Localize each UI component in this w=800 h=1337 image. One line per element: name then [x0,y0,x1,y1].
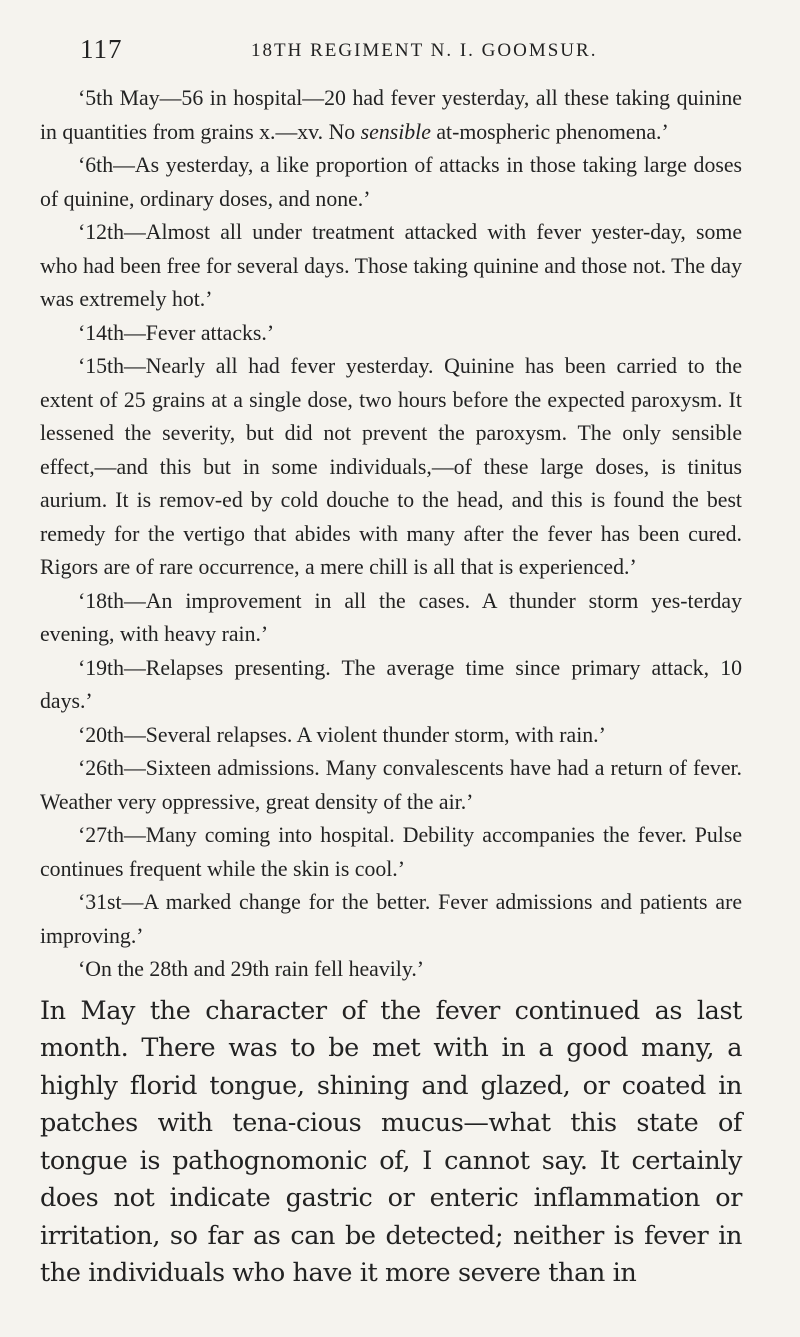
diary-entries [40,78,742,987]
entry-12th: ‘12th—Almost all under treatment attacked with fever yester-day, some who had been free for several days. Those taking quinine and those not. The day was extremely hot.’ [40,220,742,311]
entry-31st: ‘31st—A marked change for the better. Fever admissions and patients are improving.’ [40,890,742,948]
emphasized-word: sensible [360,119,431,144]
entry-26th: ‘26th—Sixteen admissions. Many convalescents have had a return of fever. Weather very oppressive, great density of the air.’ [40,756,742,814]
running-head: 18TH REGIMENT N. I. GOOMSUR. [251,40,598,61]
entry-14th: ‘14th—Fever attacks.’ [78,320,275,345]
entry-6th: ‘6th—As yesterday, a like proportion of attacks in those taking large doses of quinine, ordinary doses, and none.’ [40,153,742,211]
entry-28th-29th: ‘On the 28th and 29th rain fell heavily.’ [78,957,425,981]
page-number: 117 [80,34,123,64]
entry-19th: ‘19th—Relapses presenting. The average time since primary attack, 10 days.’ [40,655,742,713]
commentary-paragraph [40,993,742,1293]
commentary-text: In May the character of the fever continued as last month. There was to be met with in a good many, a highly florid tongue, shining and glazed, or coated in patches with tena-cious mucus—what this state of tongue is pathognomonic of, I cannot say. It certainly does not indicate gastric or enteric inflammation or irritation, so far as can be detected; neither is fever in the individuals who have it more severe than in [40,995,742,1288]
entry-may-5th: ‘5th May—56 in hospital—20 had fever yesterday, all these taking quinine in quantities from grains x.—xv. No sensible at-mospheric phenomena.’ [40,86,742,144]
entry-20th: ‘20th—Several relapses. A violent thunder storm, with rain.’ [78,722,606,747]
entry-18th: ‘18th—An improvement in all the cases. A thunder storm yes-terday evening, with heavy rain.’ [40,588,742,646]
page-header [40,0,742,78]
entry-15th: ‘15th—Nearly all had fever yesterday. Quinine has been carried to the extent of 25 grains at a single dose, two hours before the expected paroxysm. It lessened the severity, but did not prevent the paroxysm. The only sensible effect,—and this but in some individuals,—of these large doses, is tinitus aurium. It is remov-ed by cold douche to the head, and this is found the best remedy for the vertigo that abides with many after the fever has been cured. Rigors are of rare occurrence, a mere chill is all that is experienced.’ [40,354,742,579]
entry-27th: ‘27th—Many coming into hospital. Debility accompanies the fever. Pulse continues frequent while the skin is cool.’ [40,823,742,881]
